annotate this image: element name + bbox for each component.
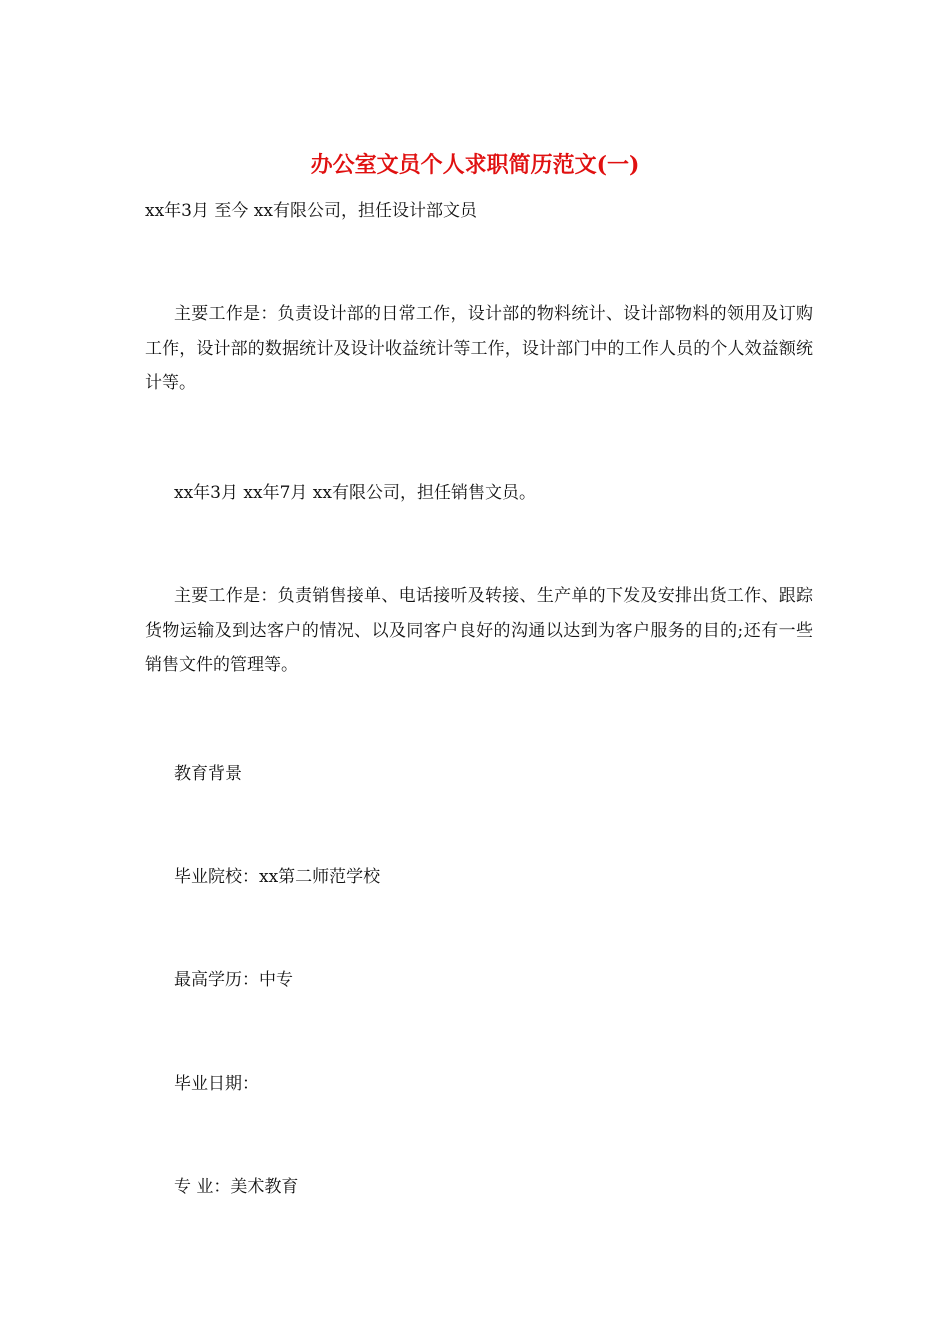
major-line: 专 业：美术教育 <box>174 1177 299 1197</box>
job2-duties-paragraph: 主要工作是：负责销售接单、电话接听及转接、生产单的下发及安排出货工作、跟踪货物运输及到达客户的情况、以及同客户良好的沟通以达到为客户服务的目的;还有一些销售文件的管理等。 <box>145 586 813 675</box>
job1-duties-paragraph: 主要工作是：负责设计部的日常工作，设计部的物料统计、设计部物料的领用及订购工作，设计部的数据统计及设计收益统计等工作，设计部门中的工作人员的个人效益额统计等。 <box>145 304 813 393</box>
education-heading: 教育背景 <box>174 764 242 784</box>
degree-line: 最高学历：中专 <box>174 970 293 990</box>
grad-date-line: 毕业日期： <box>174 1074 259 1094</box>
school-line: 毕业院校：xx第二师范学校 <box>174 867 381 887</box>
document-title: 办公室文员个人求职简历范文(一) <box>310 152 640 178</box>
job2-period-line: xx年3月 xx年7月 xx有限公司，担任销售文员。 <box>174 483 536 503</box>
job1-period-line: xx年3月 至今 xx有限公司，担任设计部文员 <box>145 201 477 221</box>
